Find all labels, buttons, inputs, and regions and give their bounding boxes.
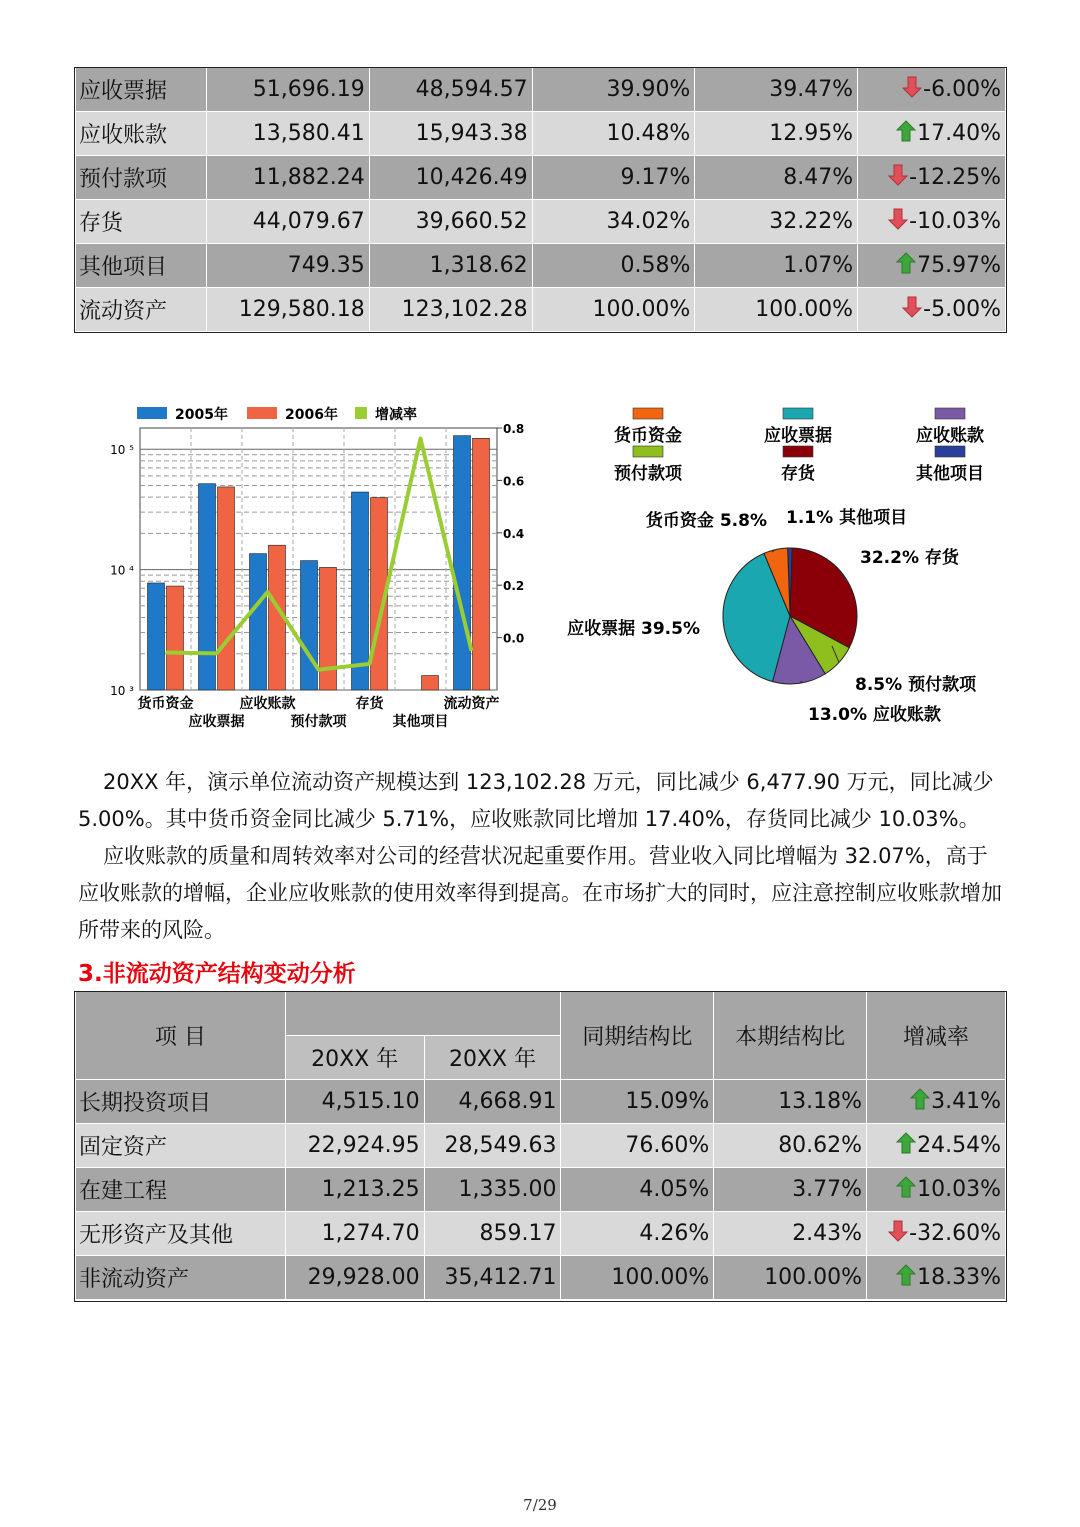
paragraph-receivables: 应收账款的质量和周转效率对公司的经营状况起重要作用。营业收入同比增幅为 32.07%，高于应收账款的增幅，企业应收账款的使用效率得到提高。在市场扩大的同时，应注意控制应收账款增加所带来的风险。 xyxy=(78,844,1002,942)
legend-swatch-rate xyxy=(355,407,367,419)
value-year-2: 1,335.00 xyxy=(424,1168,561,1212)
structure-current: 8.47% xyxy=(695,156,858,200)
table-row xyxy=(76,68,1006,112)
header-item: 项 目 xyxy=(76,992,286,1080)
x-tick-label: 其他项目 xyxy=(392,714,449,730)
section-title: 3.非流动资产结构变动分析 xyxy=(78,961,356,987)
structure-current: 80.62% xyxy=(714,1124,867,1168)
structure-current: 1.07% xyxy=(695,244,858,288)
row-name: 其他项目 xyxy=(76,244,207,288)
structure-current: 32.22% xyxy=(695,200,858,244)
arrow-down-icon xyxy=(889,209,908,230)
table-row xyxy=(76,244,1006,288)
pie-slice-label: 应收票据 39.5% xyxy=(567,619,700,639)
change-rate xyxy=(867,1212,1006,1256)
arrow-up-icon xyxy=(897,1265,916,1286)
bar-2005 xyxy=(301,561,318,690)
change-rate-value: 18.33% xyxy=(917,1265,1001,1290)
table-row xyxy=(76,1256,1006,1300)
legend-swatch xyxy=(783,446,813,457)
value-year-1: 1,274.70 xyxy=(285,1212,424,1256)
change-rate xyxy=(867,1168,1006,1212)
value-2005: 749.35 xyxy=(206,244,369,288)
change-rate-value: 17.40% xyxy=(917,121,1001,146)
structure-current: 100.00% xyxy=(714,1256,867,1300)
legend-swatch-2005 xyxy=(137,407,167,419)
legend-swatch-2006 xyxy=(247,407,277,419)
structure-prior: 10.48% xyxy=(532,112,695,156)
structure-current: 3.77% xyxy=(714,1168,867,1212)
change-rate-value: -10.03% xyxy=(909,209,1001,234)
legend-swatch xyxy=(935,408,965,419)
x-tick-label: 货币资金 xyxy=(137,696,194,712)
legend-swatch xyxy=(633,408,663,419)
change-rate xyxy=(858,112,1006,156)
legend-label: 预付款项 xyxy=(614,464,682,484)
value-2006: 48,594.57 xyxy=(369,68,532,112)
plot-area xyxy=(140,428,497,690)
arrow-up-icon xyxy=(897,253,916,274)
change-rate-value: -6.00% xyxy=(923,77,1001,102)
value-year-2: 4,668.91 xyxy=(424,1080,561,1124)
value-2005: 11,882.24 xyxy=(206,156,369,200)
legend-swatch xyxy=(935,446,965,457)
change-rate-value: 75.97% xyxy=(917,253,1001,278)
arrow-up-icon xyxy=(897,1177,916,1198)
value-2006: 10,426.49 xyxy=(369,156,532,200)
row-name: 应收票据 xyxy=(76,68,207,112)
x-tick-label: 应收票据 xyxy=(188,714,245,730)
value-2005: 44,079.67 xyxy=(206,200,369,244)
non-current-assets-table xyxy=(75,991,1006,1300)
arrow-up-icon xyxy=(911,1089,930,1110)
bar-2006 xyxy=(473,438,490,690)
arrow-up-icon xyxy=(897,1133,916,1154)
current-assets-table xyxy=(75,67,1006,332)
change-rate-value: 10.03% xyxy=(917,1177,1001,1202)
value-year-2: 35,412.71 xyxy=(424,1256,561,1300)
structure-current: 39.47% xyxy=(695,68,858,112)
pie-slice-label: 8.5% 预付款项 xyxy=(855,675,977,695)
x-tick-label: 存货 xyxy=(355,696,384,712)
table-row xyxy=(76,1124,1006,1168)
header-year-2: 20XX 年 xyxy=(424,1036,561,1080)
legend-label-2006: 2006年 xyxy=(285,407,338,423)
structure-current: 2.43% xyxy=(714,1212,867,1256)
structure-prior: 9.17% xyxy=(532,156,695,200)
structure-prior: 100.00% xyxy=(532,288,695,332)
change-rate-value: 3.41% xyxy=(931,1089,1001,1114)
y-right-tick-label: 0.4 xyxy=(503,526,525,541)
structure-prior: 4.26% xyxy=(561,1212,714,1256)
change-rate xyxy=(858,200,1006,244)
arrow-down-icon xyxy=(903,77,922,98)
y-left-tick-label: 10 ⁵ xyxy=(110,443,134,458)
table-row xyxy=(76,112,1006,156)
legend-label-2005: 2005年 xyxy=(175,407,228,423)
table-row xyxy=(76,1168,1006,1212)
bar-2005 xyxy=(199,484,216,690)
change-rate-value: -12.25% xyxy=(909,165,1001,190)
value-2005: 13,580.41 xyxy=(206,112,369,156)
change-rate xyxy=(867,1256,1006,1300)
change-rate xyxy=(867,1080,1006,1124)
bar-2005 xyxy=(454,436,471,690)
change-rate xyxy=(858,156,1006,200)
y-right-tick-label: 0.6 xyxy=(503,474,525,489)
arrow-down-icon xyxy=(889,165,908,186)
y-left-tick-label: 10 ³ xyxy=(110,684,134,698)
y-right-tick-label: 0.0 xyxy=(503,631,525,646)
row-name: 非流动资产 xyxy=(76,1256,286,1300)
header-year-1: 20XX 年 xyxy=(285,1036,424,1080)
pie-slice-label: 13.0% 应收账款 xyxy=(808,705,941,725)
y-right-tick-label: 0.8 xyxy=(503,422,525,436)
value-2005: 129,580.18 xyxy=(206,288,369,332)
structure-prior: 4.05% xyxy=(561,1168,714,1212)
row-name: 流动资产 xyxy=(76,288,207,332)
bar-2005 xyxy=(148,583,165,690)
bar-2006 xyxy=(218,487,235,690)
value-year-1: 1,213.25 xyxy=(285,1168,424,1212)
structure-prior: 0.58% xyxy=(532,244,695,288)
bar-2006 xyxy=(320,567,337,690)
header-years-group xyxy=(285,992,561,1036)
structure-prior: 39.90% xyxy=(532,68,695,112)
x-tick-label: 预付款项 xyxy=(290,714,347,730)
header-change-rate: 增减率 xyxy=(867,992,1006,1080)
arrow-down-icon xyxy=(889,1221,908,1242)
row-name: 预付款项 xyxy=(76,156,207,200)
value-year-1: 4,515.10 xyxy=(285,1080,424,1124)
row-name: 在建工程 xyxy=(76,1168,286,1212)
header-prior-structure: 同期结构比 xyxy=(561,992,714,1080)
structure-current: 12.95% xyxy=(695,112,858,156)
change-rate xyxy=(867,1124,1006,1168)
structure-prior: 34.02% xyxy=(532,200,695,244)
row-name: 存货 xyxy=(76,200,207,244)
value-2006: 123,102.28 xyxy=(369,288,532,332)
bar-chart xyxy=(95,398,525,738)
legend-swatch xyxy=(633,446,663,457)
change-rate xyxy=(858,68,1006,112)
structure-prior: 15.09% xyxy=(561,1080,714,1124)
x-tick-label: 流动资产 xyxy=(443,696,500,712)
structure-prior: 100.00% xyxy=(561,1256,714,1300)
row-name: 无形资产及其他 xyxy=(76,1212,286,1256)
change-rate xyxy=(858,244,1006,288)
value-year-1: 22,924.95 xyxy=(285,1124,424,1168)
paragraph-current-assets: 20XX 年，演示单位流动资产规模达到 123,102.28 万元，同比减少 6,477.90 万元，同比减少 5.00%。其中货币资金同比减少 5.71%，应收账款同比增加 17.40%，存货同比减少 10.03%。 xyxy=(78,770,994,831)
row-name: 固定资产 xyxy=(76,1124,286,1168)
table-row xyxy=(76,1080,1006,1124)
x-tick-label: 应收账款 xyxy=(239,696,296,712)
legend-label: 货币资金 xyxy=(614,426,682,446)
structure-current: 100.00% xyxy=(695,288,858,332)
value-2006: 15,943.38 xyxy=(369,112,532,156)
structure-prior: 76.60% xyxy=(561,1124,714,1168)
bar-2006 xyxy=(167,586,184,690)
value-year-1: 29,928.00 xyxy=(285,1256,424,1300)
value-year-2: 859.17 xyxy=(424,1212,561,1256)
value-year-2: 28,549.63 xyxy=(424,1124,561,1168)
table-row xyxy=(76,156,1006,200)
value-2006: 39,660.52 xyxy=(369,200,532,244)
legend-label: 存货 xyxy=(781,464,815,484)
y-left-tick-label: 10 ⁴ xyxy=(110,563,134,578)
change-rate xyxy=(858,288,1006,332)
table-row xyxy=(76,1212,1006,1256)
change-rate-value: -32.60% xyxy=(909,1221,1001,1246)
legend-label: 应收票据 xyxy=(764,426,832,446)
row-name: 长期投资项目 xyxy=(76,1080,286,1124)
bar-2005 xyxy=(250,554,267,690)
arrow-down-icon xyxy=(903,297,922,318)
value-2005: 51,696.19 xyxy=(206,68,369,112)
bar-2006 xyxy=(422,676,439,690)
structure-current: 13.18% xyxy=(714,1080,867,1124)
table-row xyxy=(76,288,1006,332)
pie-slice-label: 货币资金 5.8% xyxy=(645,511,767,531)
change-rate-value: -5.00% xyxy=(923,297,1001,322)
header-current-structure: 本期结构比 xyxy=(714,992,867,1080)
table-row xyxy=(76,200,1006,244)
y-right-tick-label: 0.2 xyxy=(503,579,525,594)
bar-2005 xyxy=(352,492,369,690)
pie-slice-label: 32.2% 存货 xyxy=(860,548,959,568)
legend-swatch xyxy=(783,408,813,419)
row-name: 应收账款 xyxy=(76,112,207,156)
pie-chart xyxy=(540,398,1010,738)
change-rate-value: 24.54% xyxy=(917,1133,1001,1158)
legend-label: 应收账款 xyxy=(916,426,984,446)
pie-slice-label: 1.1% 其他项目 xyxy=(786,508,908,528)
value-2006: 1,318.62 xyxy=(369,244,532,288)
arrow-up-icon xyxy=(897,121,916,142)
page-number: 7/29 xyxy=(523,1496,557,1514)
legend-label: 其他项目 xyxy=(916,464,984,484)
legend-label-rate: 增减率 xyxy=(375,407,417,423)
